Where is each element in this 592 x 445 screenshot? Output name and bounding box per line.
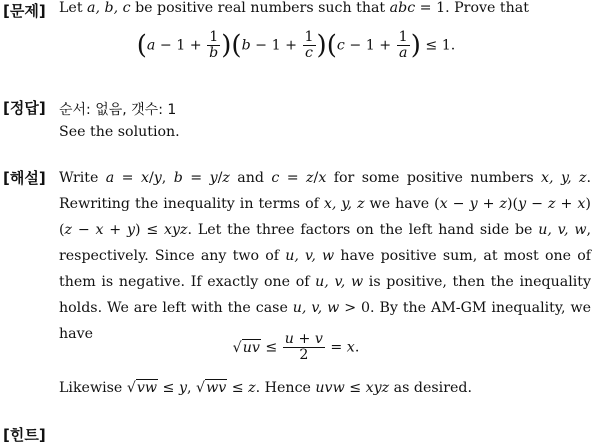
answer-text: See the solution. — [59, 124, 180, 140]
answer-meta: 순서: 없음, 갯수: 1 — [59, 102, 177, 118]
problem-formula: (a − 1 + $\frac{1}{b}$ )(b − 1 + $\frac{1}{c}$ )(c − 1 + $\frac{1}{a}$ ) ≤ 1. — [136, 29, 456, 61]
problem-statement: Let a, b, c be positive real numbers such that abc = 1. Prove that — [59, 0, 529, 16]
problem-label: [문제] — [3, 2, 46, 20]
answer-label: [정답] — [3, 99, 46, 117]
solution-paragraph: Write a = x/y, b = y/z and c = z/x for some positive numbers x, y, z. Rewriting the inequality in terms of x, y, z we have (x − y + z)(y − z + x)(z − x + y) ≤ xyz. Let the three factors on the left hand side be u, v, w, respectively. Since any two of u, v, w have positive sum, at most one of them is negative. If exactly one of u, v, w is positive, then the inequality holds. We are left with the case u, v, w > 0. By the AM-GM inequality, we have — [59, 170, 592, 342]
solution-formula: √uv ≤ $\frac{u + v}{2}$ = x. — [232, 331, 360, 363]
solution-closing: Likewise √vw ≤ y, √wv ≤ z. Hence uvw ≤ xyz as desired. — [59, 380, 472, 396]
solution-label: [해설] — [3, 169, 46, 187]
hint-label: [힌트] — [3, 426, 46, 444]
